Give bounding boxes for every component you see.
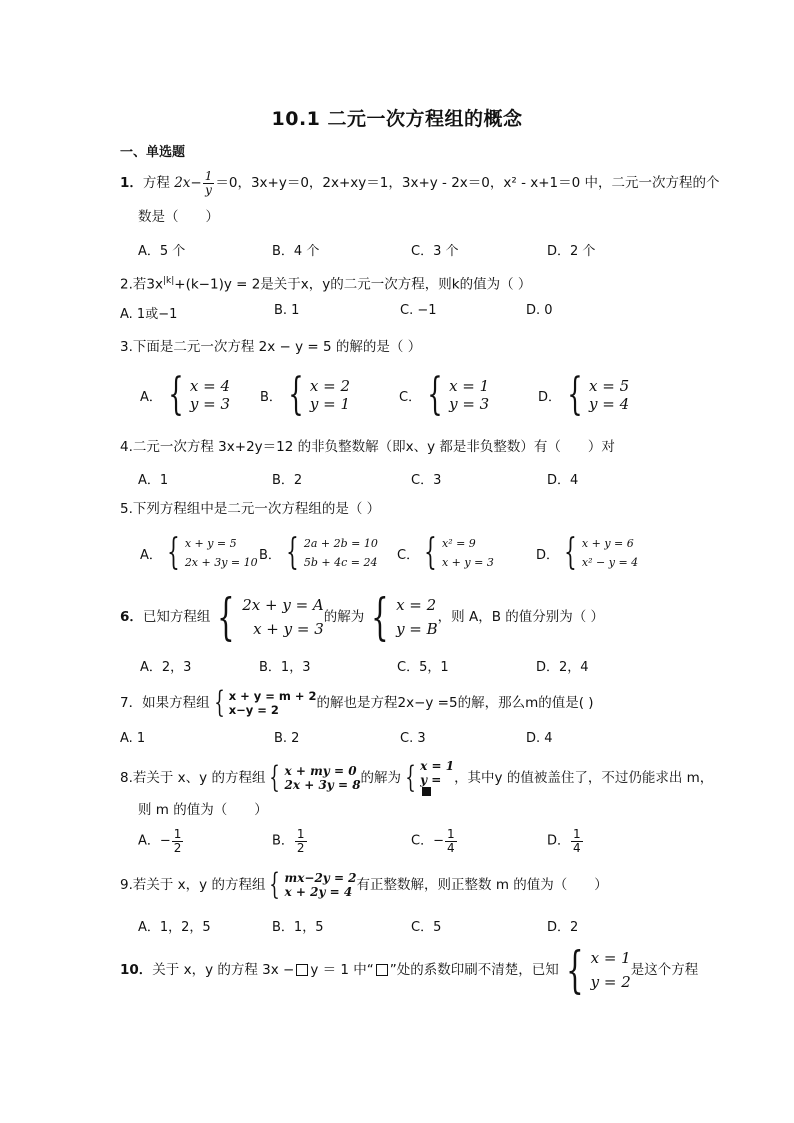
question-number: 7．	[120, 695, 143, 711]
option-b: B． { x = 2 y = 1	[260, 369, 351, 420]
option-c: C. 3	[400, 731, 426, 746]
system-row: y = 3	[189, 395, 231, 413]
system-row: y = 2	[590, 973, 631, 991]
system-row: x = 1	[590, 949, 631, 967]
option-label: D．	[547, 833, 571, 849]
option-d	[547, 828, 584, 854]
fraction-numerator: 1	[573, 827, 581, 841]
system-row: x = 1	[449, 377, 490, 395]
system-row: x = 5	[589, 377, 630, 395]
option-d: D．2，4	[536, 660, 589, 675]
system-row: x + 2y = 4	[284, 885, 353, 899]
option-a: A． { x = 4 y = 3	[140, 369, 231, 420]
question-text: 如果方程组	[142, 695, 210, 711]
option-b: B．2	[272, 473, 303, 488]
system-row: x = 1	[420, 759, 455, 773]
equation: 2x−	[174, 175, 202, 192]
system-row: x² − y = 4	[581, 556, 639, 569]
question-3	[120, 337, 421, 357]
blank-box-icon	[296, 964, 308, 976]
question-text: 是这个方程	[630, 962, 699, 978]
option-label: C．−	[411, 833, 444, 849]
option-label: B．	[260, 389, 282, 405]
option-a: A．1	[138, 473, 169, 488]
option-c	[411, 828, 458, 854]
option-label: A．	[140, 389, 162, 405]
question-number: 2.	[120, 276, 133, 293]
question-text: ”处的系数印刷不清楚，已知	[389, 962, 559, 978]
system-row: y =	[420, 773, 442, 787]
fraction-denominator: y	[205, 182, 212, 197]
question-8: 8. 若关于 x、y 的方程组 { x + my = 0 2x + 3y = 8 的解为 { x = 1 y = ，其中y 的值被盖住了，不过仍能求出 m，	[120, 759, 714, 795]
covered-value-box	[422, 787, 431, 796]
fraction-denominator: 4	[446, 840, 455, 855]
option-b: B．1，3	[259, 660, 311, 675]
option-label: C．	[399, 389, 422, 405]
superscript: |k|	[162, 276, 175, 286]
question-text: 若关于 x、y 的方程组	[132, 769, 266, 786]
system-row: x + y = 3	[253, 620, 324, 638]
fraction-numerator: 1	[446, 827, 455, 841]
option-c: C．5	[411, 920, 442, 935]
question-text: 下列方程组中是二元一次方程组的是（ ）	[132, 501, 381, 517]
question-text: 下面是二元一次方程 2x − y = 5 的解的是（ ）	[132, 339, 422, 355]
question-2	[120, 271, 531, 295]
question-text: 若关于 x，y 的方程组	[132, 877, 266, 893]
option-c: C．3	[411, 473, 442, 488]
option-label: B．	[272, 833, 294, 849]
option-label: D．	[538, 389, 562, 405]
question-continuation: 则 m 的值为（ ）	[138, 802, 268, 818]
system-row: x = 2	[396, 596, 437, 614]
question-text: ，则 A，B 的值分别为（ ）	[437, 609, 605, 625]
system-row: 2a + 2b = 10	[303, 537, 378, 550]
fraction-denominator: 4	[573, 840, 581, 855]
option-c: C． { x² = 9 x + y = 3	[397, 532, 494, 573]
section-heading: 一、单选题	[120, 145, 186, 160]
option-c: C．3 个	[411, 244, 459, 259]
question-text: 方程	[142, 175, 170, 192]
fraction-denominator: 2	[296, 840, 305, 855]
question-number: 8.	[120, 769, 133, 786]
option-b: B．4 个	[272, 244, 320, 259]
option-d: D．2 个	[547, 244, 596, 259]
question-number: 3.	[120, 339, 133, 355]
option-a: A．1，2，5	[138, 920, 211, 935]
option-label: D．	[536, 547, 560, 563]
option-c: C. −1	[400, 303, 437, 318]
option-a: A．5 个	[138, 244, 186, 259]
option-a: A． { x + y = 5 2x + 3y = 10	[140, 532, 258, 573]
option-c: C． { x = 1 y = 3	[399, 369, 490, 420]
option-b: B. 1	[274, 303, 300, 318]
system-row: y = 1	[309, 395, 351, 413]
page-title: 10.1 二元一次方程组的概念	[271, 108, 523, 130]
system-row: x = 4	[189, 377, 231, 395]
question-text: 有正整数解，则正整数 m 的值为（ ）	[356, 877, 608, 893]
option-d: D． { x = 5 y = 4	[538, 369, 630, 420]
system-row: x + y = 5	[184, 537, 237, 550]
question-number: 1．	[120, 175, 143, 192]
option-d: D．4	[547, 473, 579, 488]
system-row: x + y = 6	[581, 537, 634, 550]
option-b: B． { 2a + 2b = 10 5b + 4c = 24	[259, 532, 378, 573]
option-a: A. 1	[120, 731, 146, 746]
system-row: 5b + 4c = 24	[303, 556, 378, 569]
system-row: x−y = 2	[228, 703, 279, 717]
system-row: x = 2	[309, 377, 351, 395]
question-number: 4.	[120, 439, 133, 455]
system-row: y = 4	[589, 395, 630, 413]
option-a: A．2，3	[140, 660, 192, 675]
question-text: y ＝ 1 中“	[310, 962, 374, 978]
question-5	[120, 499, 380, 519]
system-row: 2x + 3y = 8	[284, 777, 361, 792]
question-number: 5.	[120, 501, 133, 517]
question-1	[120, 170, 720, 196]
question-4	[120, 437, 615, 457]
fraction-numerator: 1	[204, 169, 213, 183]
fraction-denominator: 2	[173, 840, 182, 855]
fraction-numerator: 1	[296, 827, 305, 841]
question-text: 已知方程组	[142, 609, 211, 625]
question-7: 7． 如果方程组 { x + y = m + 2 x−y = 2 的解也是方程2x−y =5的解，那么m的值是( )	[120, 685, 594, 720]
system-row: y = 3	[449, 395, 490, 413]
system-row: x + y = m + 2	[228, 689, 317, 703]
blank-box-icon	[376, 964, 388, 976]
option-label: B．	[259, 547, 281, 563]
question-text: 的解也是方程2x−y =5的解，那么m的值是( )	[316, 695, 594, 711]
option-b: B. 2	[274, 731, 300, 746]
question-continuation: 数是（ ）	[138, 209, 219, 225]
question-6: 6． 已知方程组 { 2x + y = A x + y = 3 的解为 { x = 2 y = B ，则 A，B 的值分别为（ ）	[120, 588, 605, 646]
option-label: A．−	[138, 833, 171, 849]
option-d: D． { x + y = 6 x² − y = 4	[536, 532, 639, 573]
question-number: 9.	[120, 877, 133, 893]
system-row: 2x + y = A	[242, 596, 324, 614]
question-text: 的解为	[323, 609, 365, 625]
question-text: 的解为	[360, 769, 402, 786]
question-9: 9. 若关于 x，y 的方程组 { mx−2y = 2 x + 2y = 4 有正整数解，则正整数 m 的值为（ ）	[120, 867, 608, 902]
question-10: 10． 关于 x，y 的方程 3x − y ＝ 1 中“ ”处的系数印刷不清楚，已知 { x = 1 y = 2 是这个方程	[120, 941, 699, 999]
option-b: B．1，5	[272, 920, 324, 935]
system-row: x + my = 0	[284, 763, 357, 778]
question-text: ，其中y 的值被盖住了，不过仍能求出 m，	[454, 769, 714, 786]
fraction	[203, 170, 215, 196]
option-label: C．	[397, 547, 420, 563]
system-row: y = B	[396, 620, 438, 638]
option-a: A. 1或−1	[120, 307, 178, 322]
question-text: 二元一次方程 3x+2y＝12 的非负整数解（即x、y 都是非负整数）有（ ）对	[132, 439, 615, 455]
option-c: C．5，1	[397, 660, 449, 675]
system-row: mx−2y = 2	[284, 871, 357, 885]
option-d: D. 0	[526, 303, 553, 318]
option-d: D. 4	[526, 731, 553, 746]
question-text: ＝0，3x+y＝0，2x+xy＝1，3x+y - 2x＝0，x² - x+1＝0 中，二元一次方程的个	[215, 175, 720, 192]
system-row: x + y = 3	[441, 556, 494, 569]
question-text: 若3x	[132, 276, 163, 293]
system-row: 2x + 3y = 10	[184, 556, 258, 569]
question-number: 6．	[120, 609, 143, 625]
option-b	[272, 828, 308, 854]
fraction-numerator: 1	[173, 827, 182, 841]
option-label: A．	[140, 547, 162, 563]
system-row: x² = 9	[441, 537, 476, 550]
question-text: 关于 x，y 的方程 3x −	[152, 962, 295, 978]
question-text: +(k−1)y = 2是关于x，y的二元一次方程，则k的值为（ ）	[174, 276, 532, 293]
option-a	[138, 828, 184, 854]
question-number: 10．	[120, 962, 153, 978]
option-d: D．2	[547, 920, 579, 935]
